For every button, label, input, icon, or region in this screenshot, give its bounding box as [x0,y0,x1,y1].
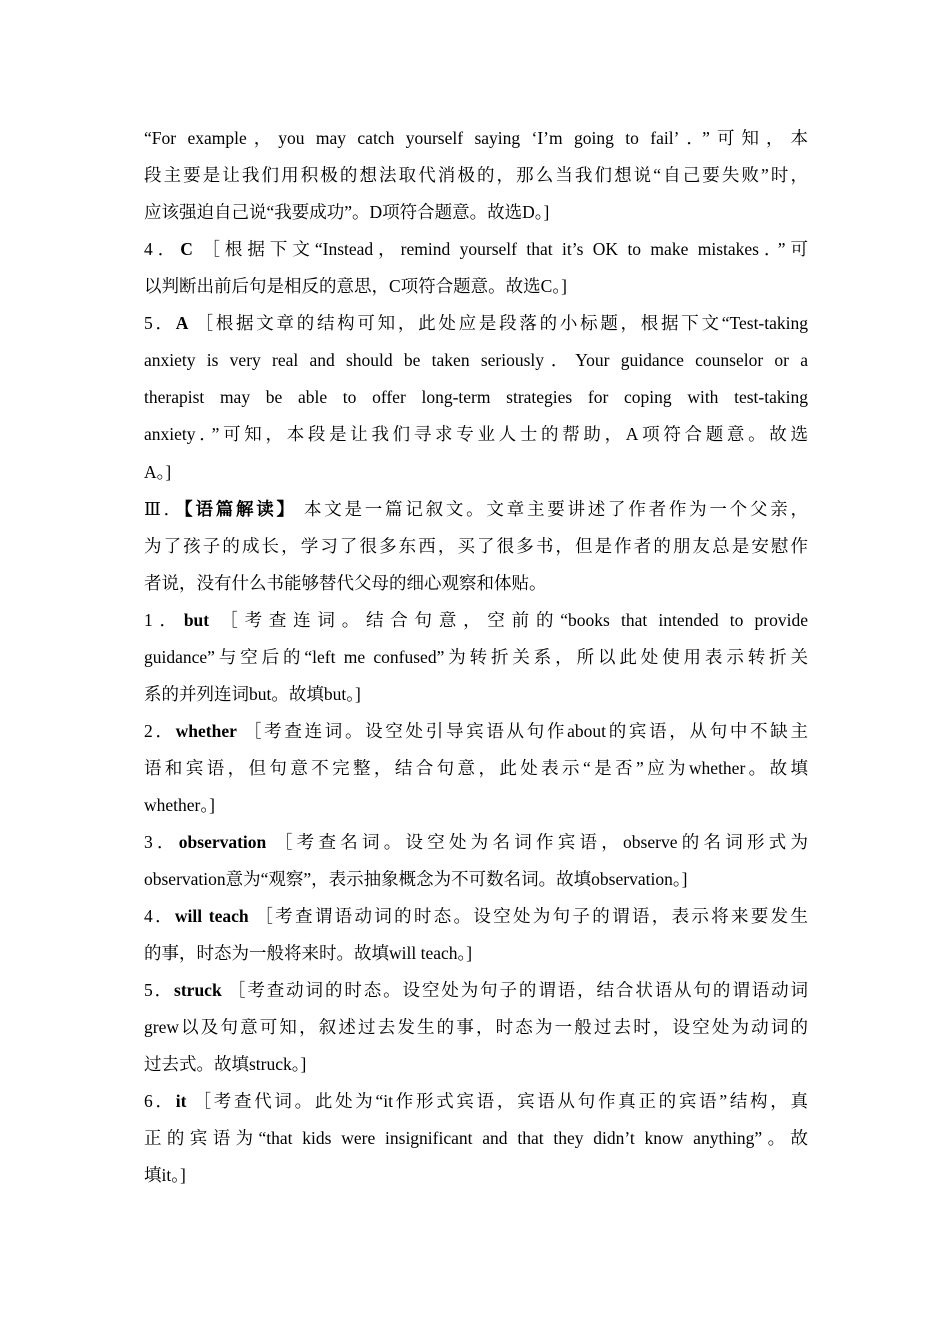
item-number: 4． [144,906,175,926]
explanation-text: ［根据文章的结构可知，此处应是段落的小标题，根据下文“Test-taking [195,313,809,333]
text-line: 者说，没有什么书能够替代父母的细心观察和体贴。 [144,573,547,593]
text-line: 正的宾语为“that kids were insignificant and that they didn’t know anything”。故 [144,1128,808,1148]
text-line: 系的并列连词but。故填but。] [144,684,361,704]
item-number: 1． [144,610,184,630]
section-number: Ⅲ． [144,499,184,519]
explanation-text: ［考查代词。此处为“it作形式宾语，宾语从句作真正的宾语”结构，真 [193,1091,809,1111]
answer-key: whether [175,721,237,741]
explanation-text: ［考查动词的时态。设空处为句子的谓语，结合状语从句的谓语动词 [227,980,809,1000]
explanation-text: ［根据下文“Instead，remind yourself that it’s OK to make mistakes．”可 [202,239,809,259]
text-line: 段主要是让我们用积极的想法取代消极的，那么当我们想说“自己要失败”时， [144,165,808,185]
text-line: whether。] [144,795,215,815]
text-line: therapist may be able to offer long-term strategies for coping with test-taking [144,387,808,407]
answer-key: struck [174,980,222,1000]
text-line: 应该强迫自己说“我要成功”。D项符合题意。故选D。] [144,202,550,222]
text-line: 语和宾语，但句意不完整，结合句意，此处表示“是否”应为whether。故填 [144,758,808,778]
text-line: 为了孩子的成长，学习了很多东西，买了很多书，但是作者的朋友总是安慰作 [144,536,808,556]
text-line: grew以及句意可知，叙述过去发生的事，时态为一般过去时，设空处为动词的 [144,1017,808,1037]
item-number: 5． [144,313,176,333]
answer-blank-2 [144,719,808,743]
answer-blank-3 [144,830,808,854]
text-line: anxiety．”可知，本段是让我们寻求专业人士的帮助，A项符合题意。故选 [144,424,808,444]
text-line: A。] [144,462,172,482]
answer-q5 [144,311,808,335]
answer-q4 [144,237,808,261]
text-line: 以判断出前后句是相反的意思，C项符合题意。故选C。] [144,276,567,296]
explanation-text: ［考查连词。设空处引导宾语从句作about的宾语，从句中不缺主 [243,721,809,741]
text-line: 填it。] [144,1165,186,1185]
answer-key: C [180,239,193,259]
item-number: 3． [144,832,179,852]
explanation-text: ［考查谓语动词的时态。设空处为句子的谓语，表示将来要发生 [255,906,808,926]
section-heading [144,497,808,521]
answer-key: observation [178,832,267,852]
answer-blank-5 [144,978,808,1002]
item-number: 5． [144,980,175,1000]
section-title: 【语篇解读】 [183,499,297,519]
answer-blank-4 [144,904,808,928]
text-line: 的事，时态为一般将来时。故填will teach。] [144,943,473,963]
explanation-text: ［考查连词。结合句意，空前的“books that intended to provide [220,610,809,630]
text-line: “For example，you may catch yourself saying ‘I’m going to fail’．”可知，本 [144,128,808,148]
item-number: 6． [144,1091,176,1111]
answer-key: it [175,1091,187,1111]
text-line: 过去式。故填struck。] [144,1054,307,1074]
answer-key: A [175,313,189,333]
text-line: anxiety is very real and should be taken seriously．Your guidance counselor or a [144,350,808,370]
answer-key: but [183,610,210,630]
explanation-text: ［考查名词。设空处为名词作宾语，observe的名词形式为 [274,832,809,852]
answer-blank-6 [144,1089,808,1113]
text-line: guidance”与空后的“left me confused”为转折关系，所以此处使用表示转折关 [144,647,808,667]
item-number: 2． [144,721,176,741]
section-summary: 本文是一篇记叙文。文章主要讲述了作者作为一个父亲， [303,499,809,519]
answer-blank-1 [144,608,808,632]
text-line: observation意为“观察”，表示抽象概念为不可数名词。故填observation。] [144,869,688,889]
item-number: 4． [144,239,181,259]
answer-key: will teach [174,906,249,926]
